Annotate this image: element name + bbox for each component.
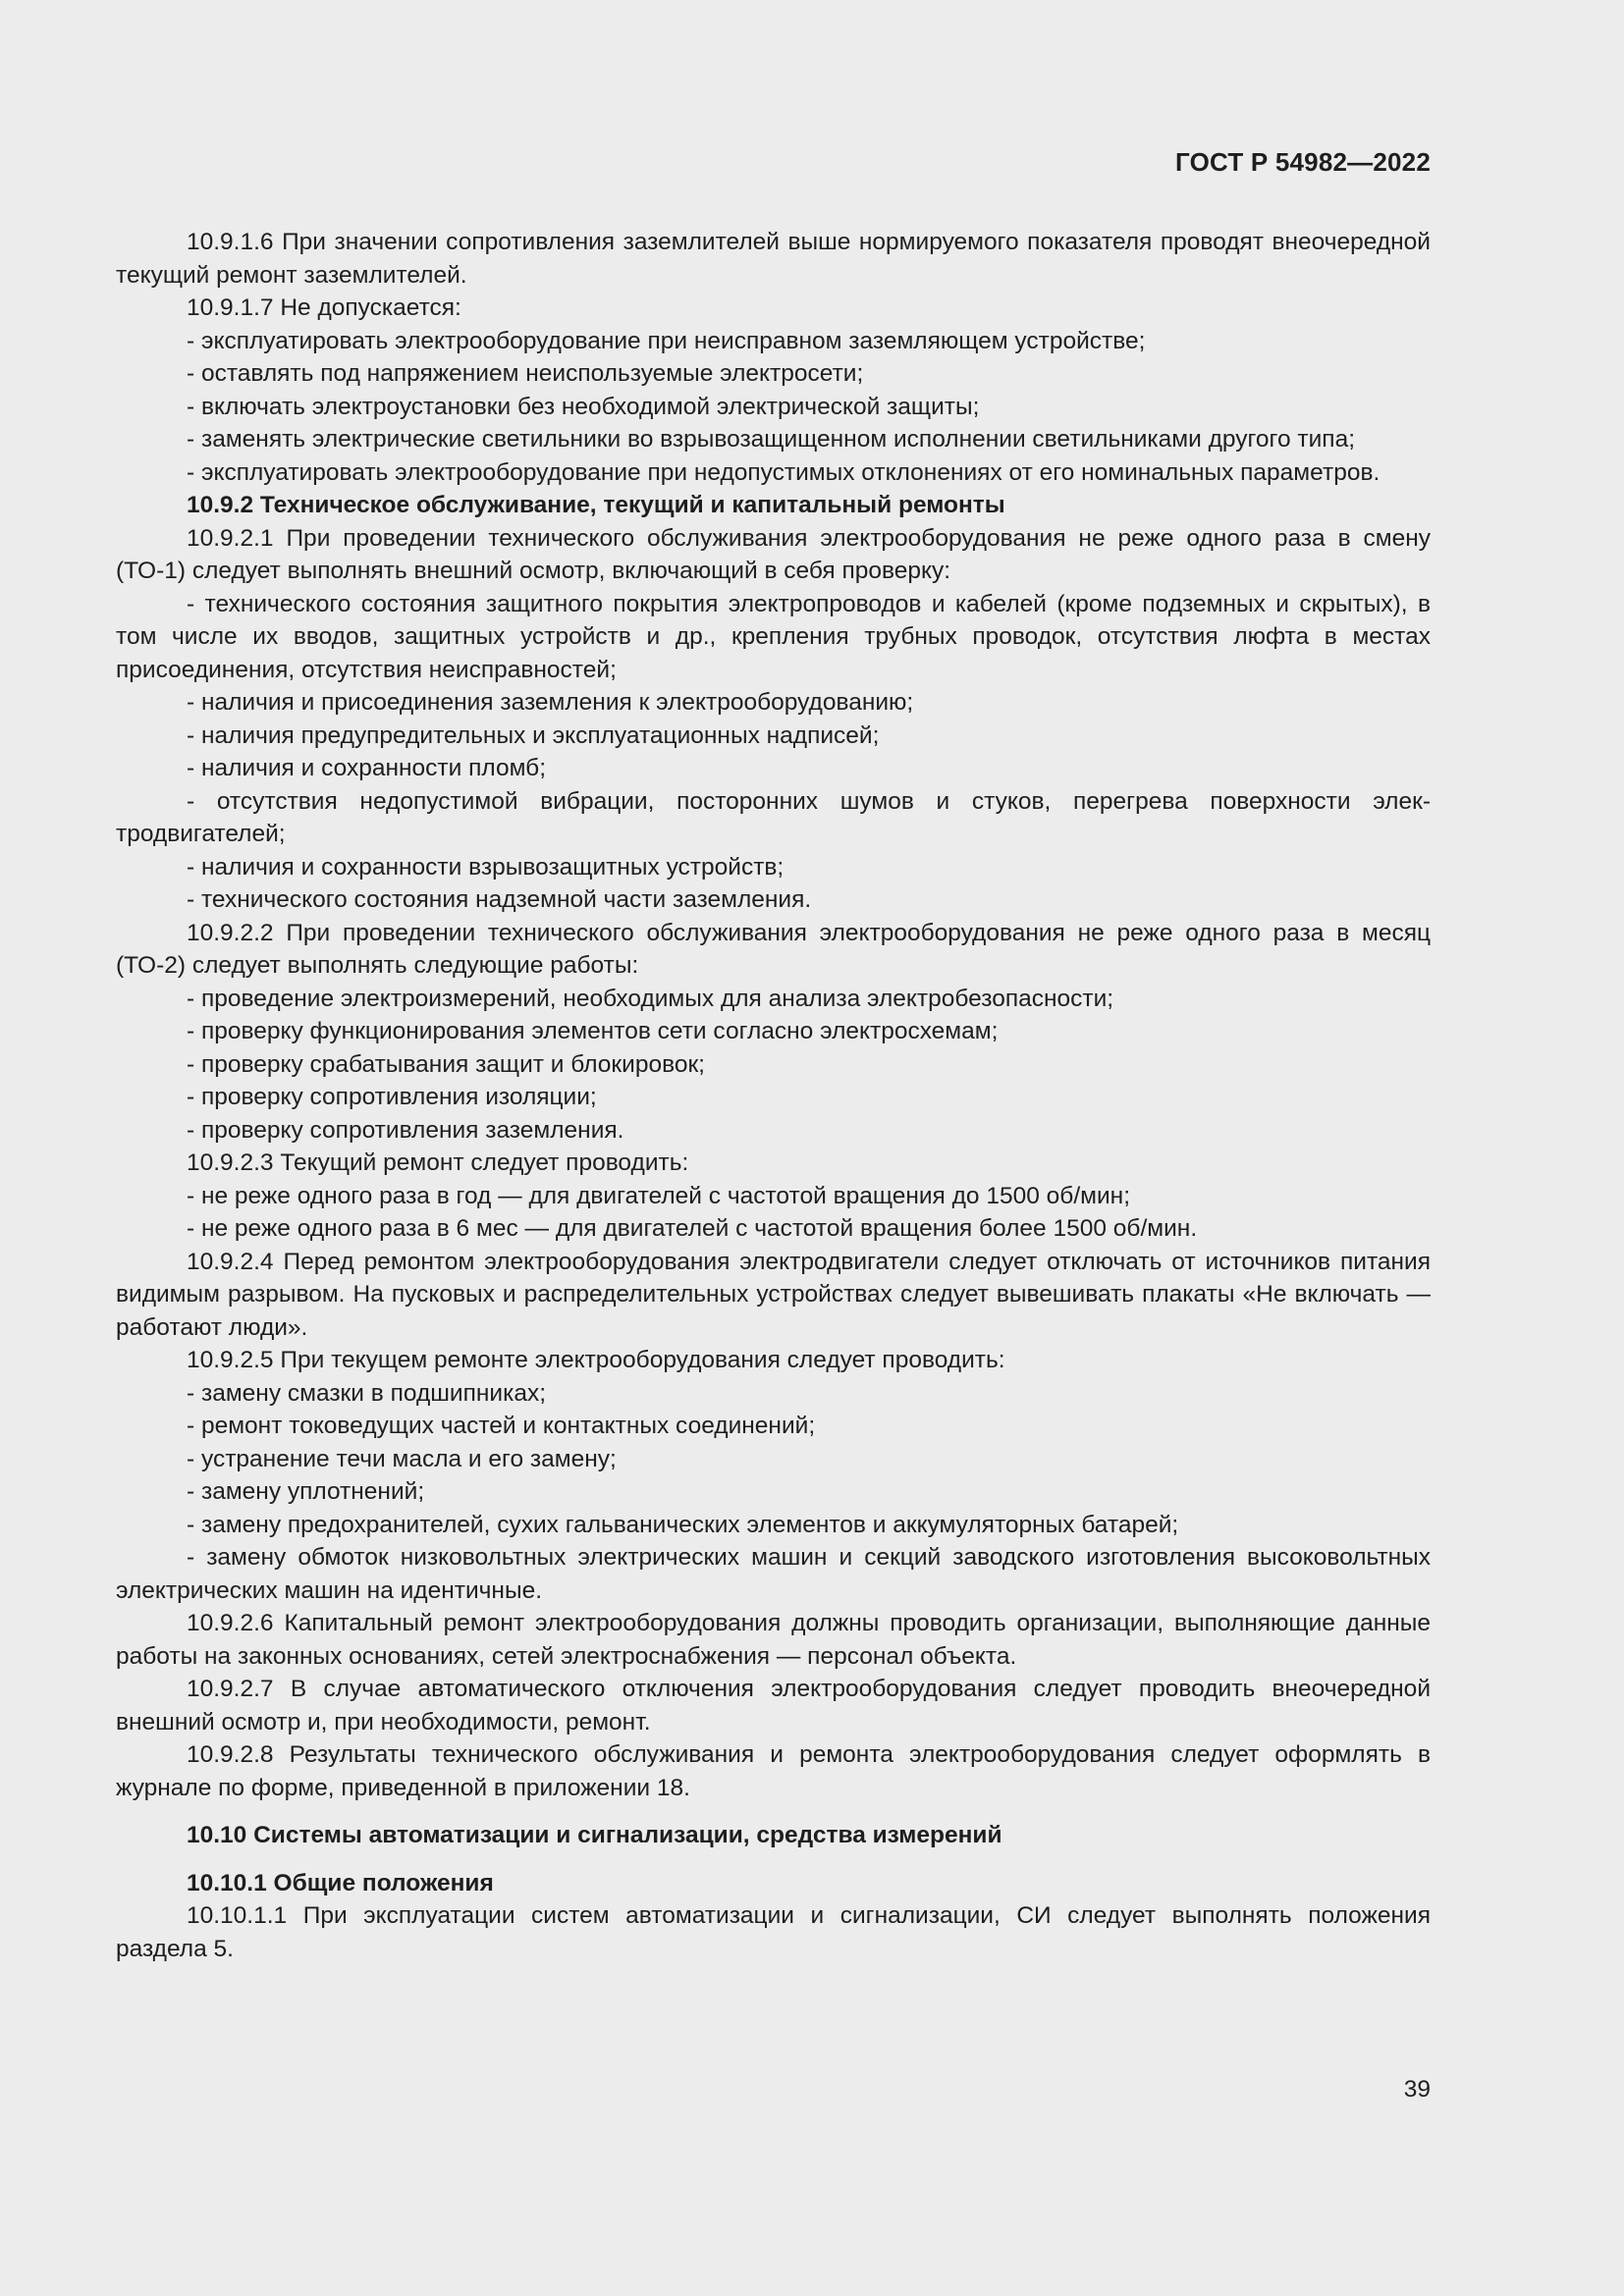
list-item: - проверку функционирования элементов сети согласно электросхемам; — [187, 1018, 999, 1044]
list-item: - замену смазки в подшипниках; — [187, 1379, 547, 1407]
list-item: - технического состояния защитного покрытия электропроводов и кабелей (кроме подземных и скрытых), в том числе их вводов, защитных устройств и др., крепления трубных проводок, отсутствия люфта в местах присоединения, отсутствия неисправностей; — [116, 590, 1431, 683]
paragraph-10-9-2-3: 10.9.2.3 Текущий ремонт следует проводить: — [187, 1149, 689, 1176]
list-item: - не реже одного раза в 6 мес — для двигателей с частотой вращения более 1500 об/мин. — [187, 1215, 1198, 1242]
list-item: - проверку сопротивления изоляции; — [187, 1084, 597, 1110]
paragraph-10-9-2-6: 10.9.2.6 Капитальный ремонт электрооборудования должны проводить организации, выполняющие данные работы на законных основаниях, сетей электроснабжения — персонал объекта. — [116, 1610, 1431, 1670]
paragraph-10-9-2-4: 10.9.2.4 Перед ремонтом электрооборудования электродвигатели следует отключать от источников питания видимым разрывом. На пусковых и распределительных устройствах следует вывешивать плакаты «Не включать — работают люди». — [116, 1248, 1431, 1341]
list-item: - включать электроустановки без необходимой электрической защиты; — [187, 393, 980, 420]
paragraph-10-9-2-8: 10.9.2.8 Результаты технического обслуживания и ремонта электрооборудования следует оформлять в журнале по форме, приведенной в приложении 18. — [116, 1741, 1431, 1801]
paragraph-10-9-1-6: 10.9.1.6 При значении сопротивления заземлителей выше нормируемого показателя проводят внеочередной текущий ремонт заземлителей. — [116, 229, 1431, 289]
paragraph-10-9-2-5: 10.9.2.5 При текущем ремонте электрооборудования следует проводить: — [187, 1347, 1005, 1373]
section-heading-10-10: 10.10 Системы автоматизации и сигнализации, средства измерений — [187, 1822, 1002, 1848]
section-heading-10-10-1: 10.10.1 Общие положения — [187, 1869, 494, 1896]
list-item: - наличия предупредительных и эксплуатационных надписей; — [187, 721, 880, 749]
list-item: - устранение течи масла и его замену; — [187, 1445, 617, 1472]
list-item: - эксплуатировать электрооборудование при недопустимых отклонениях от его номинальных параметров. — [187, 458, 1380, 486]
paragraph-10-9-2-2: 10.9.2.2 При проведении технического обслуживания электрооборудования не реже одного раза в месяц (ТО-2) следует выполнять следующие работы: — [116, 919, 1431, 979]
list-item: - замену предохранителей, сухих гальванических элементов и аккумуляторных батарей; — [187, 1511, 1179, 1538]
list-item: - проведение электроизмерений, необходимых для анализа электробезопасности; — [187, 985, 1114, 1012]
paragraph-10-9-2-7: 10.9.2.7 В случае автоматического отключения электрооборудования следует проводить внеочередной внешний осмотр и, при необходимости, ремонт. — [116, 1676, 1431, 1735]
list-item: - заменять электрические светильники во взрывозащищенном исполнении светильниками другого типа; — [187, 426, 1355, 453]
list-item: - замену обмоток низковольтных электрических машин и секций заводского изготовления высоковольтных электрических машин на идентичные. — [116, 1544, 1431, 1604]
paragraph-10-10-1-1: 10.10.1.1 При эксплуатации систем автоматизации и сигнализации, СИ следует выполнять положения раздела 5. — [116, 1902, 1431, 1962]
list-item: - наличия и сохранности пломб; — [187, 755, 547, 781]
list-item: - технического состояния надземной части заземления. — [187, 886, 812, 913]
document-body — [116, 226, 1431, 1965]
list-item: - оставлять под напряжением неиспользуемые электросети; — [187, 360, 864, 387]
list-item: - проверку срабатывания защит и блокировок; — [187, 1050, 705, 1078]
list-item: - наличия и присоединения заземления к электрооборудованию; — [187, 689, 914, 716]
section-heading-10-9-2: 10.9.2 Техническое обслуживание, текущий и капитальный ремонты — [187, 492, 1005, 518]
paragraph-10-9-2-1: 10.9.2.1 При проведении технического обслуживания электрооборудования не реже одного раза в смену (ТО-1) следует выполнять внешний осмотр, включающий в себя проверку: — [116, 524, 1431, 584]
list-item: - проверку сопротивления заземления. — [187, 1116, 624, 1144]
paragraph-10-9-1-7: 10.9.1.7 Не допускается: — [187, 294, 461, 321]
document-code-header: ГОСТ Р 54982—2022 — [1175, 147, 1431, 177]
list-item: - эксплуатировать электрооборудование при неисправном заземляющем устройстве; — [187, 327, 1146, 354]
list-item: - наличия и сохранности взрывозащитных устройств; — [187, 853, 785, 881]
list-item: - ремонт токоведущих частей и контактных соединений; — [187, 1413, 816, 1439]
list-item: - замену уплотнений; — [187, 1478, 425, 1505]
page-number: 39 — [1403, 2076, 1431, 2103]
list-item: - отсутствия недопустимой вибрации, посторонних шумов и стуков, перегрева поверхности электродвигателей; — [116, 787, 1431, 847]
list-item: - не реже одного раза в год — для двигателей с частотой вращения до 1500 об/мин; — [187, 1182, 1131, 1209]
